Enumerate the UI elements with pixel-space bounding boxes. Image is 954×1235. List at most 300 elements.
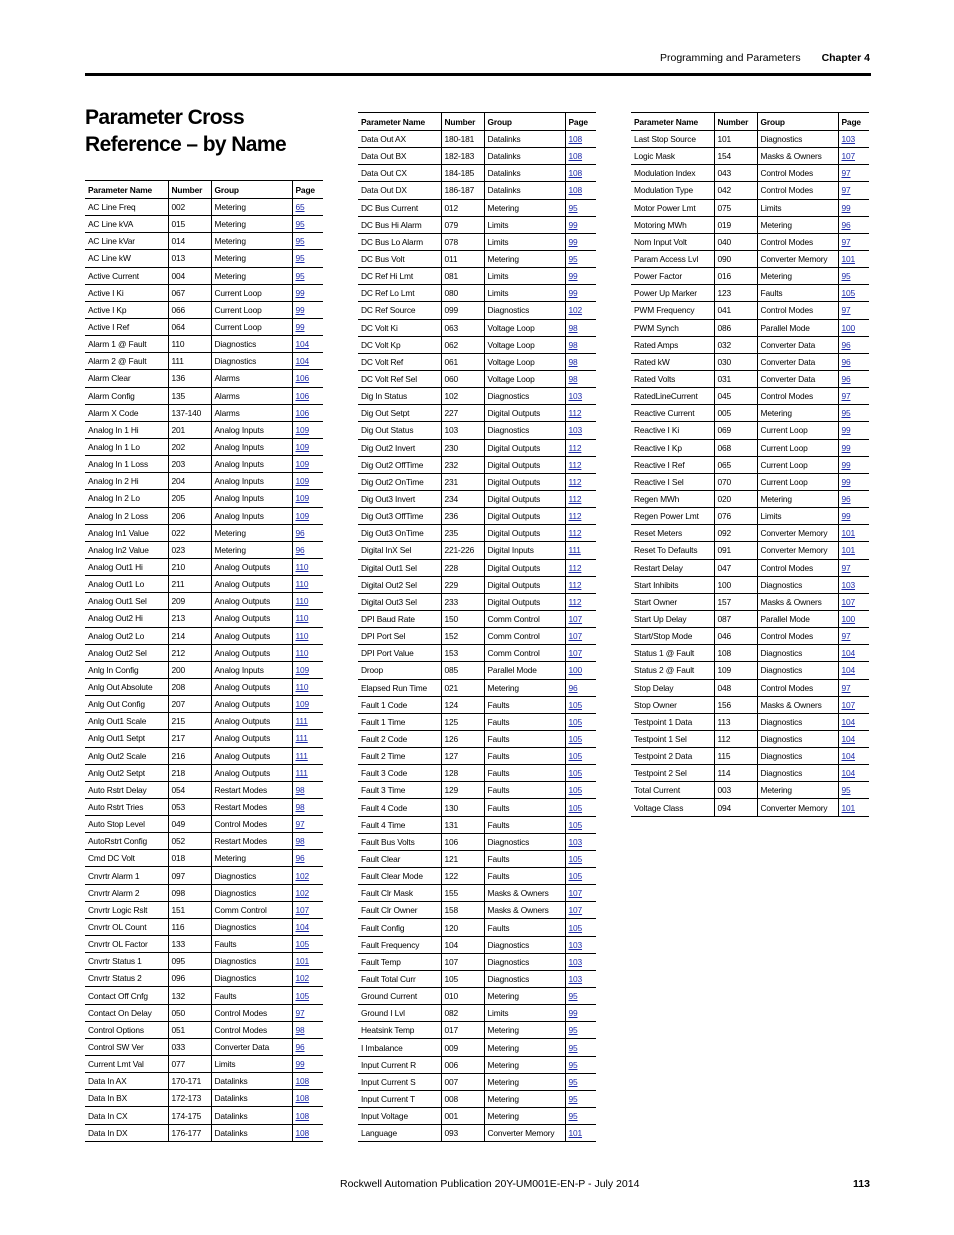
page-link[interactable]: 105 xyxy=(841,288,856,299)
page-cell xyxy=(292,610,323,627)
page-link[interactable]: 112 xyxy=(568,562,582,573)
table-row xyxy=(85,627,323,644)
parameter-number-cell: 112 xyxy=(714,730,757,747)
page-link[interactable]: 103 xyxy=(568,391,583,402)
table-row xyxy=(358,1108,596,1125)
parameter-number-cell: 157 xyxy=(714,593,757,610)
page-link[interactable]: 95 xyxy=(841,785,851,796)
page-cell xyxy=(565,370,596,387)
parameter-number-cell: 121 xyxy=(441,850,484,867)
parameter-group-cell: Diagnostics xyxy=(484,422,565,439)
parameter-group-cell: Faults xyxy=(484,868,565,885)
parameter-group-cell: Digital Outputs xyxy=(484,559,565,576)
page-link[interactable]: 95 xyxy=(568,1059,578,1070)
page-link[interactable]: 100 xyxy=(841,322,856,333)
parameter-number-cell: 151 xyxy=(168,901,211,918)
parameter-number-cell: 097 xyxy=(168,867,211,884)
page-link[interactable]: 105 xyxy=(568,785,583,796)
page-link[interactable]: 98 xyxy=(568,322,578,333)
table-row xyxy=(631,473,869,490)
page-link[interactable]: 96 xyxy=(568,682,578,693)
page-link[interactable]: 95 xyxy=(568,1111,578,1122)
parameter-number-cell: 114 xyxy=(714,765,757,782)
page-link[interactable]: 99 xyxy=(841,511,851,522)
parameter-number-cell: 046 xyxy=(714,628,757,645)
page-link[interactable]: 108 xyxy=(295,1110,310,1121)
parameter-name-cell: Data Out CX xyxy=(358,165,441,182)
page-link[interactable]: 99 xyxy=(841,442,851,453)
page-cell xyxy=(565,593,596,610)
table-row xyxy=(85,250,323,267)
table-row xyxy=(358,353,596,370)
page-link[interactable]: 103 xyxy=(568,939,583,950)
page-link[interactable]: 107 xyxy=(841,699,856,710)
page-link[interactable]: 99 xyxy=(568,1008,578,1019)
page-link[interactable]: 96 xyxy=(841,356,851,367)
page-link[interactable]: 96 xyxy=(841,494,851,505)
page-link[interactable]: 106 xyxy=(295,407,310,418)
parameter-group-cell: Faults xyxy=(484,765,565,782)
page-link[interactable]: 112 xyxy=(568,579,582,590)
column-header-number: Number xyxy=(714,113,757,131)
parameter-number-cell: 106 xyxy=(441,833,484,850)
page-link[interactable]: 109 xyxy=(295,699,310,710)
page-link[interactable]: 105 xyxy=(568,733,583,744)
page-link[interactable]: 104 xyxy=(841,716,856,727)
column-header-number: Number xyxy=(168,181,211,199)
page-link[interactable]: 103 xyxy=(568,836,583,847)
page-link[interactable]: 108 xyxy=(568,134,583,145)
parameter-name-cell: Cnvrtr Alarm 2 xyxy=(85,884,168,901)
parameter-name-cell: Analog Out1 Hi xyxy=(85,558,168,575)
page-link[interactable]: 109 xyxy=(295,493,310,504)
table-row xyxy=(358,559,596,576)
page-link[interactable]: 99 xyxy=(841,202,851,213)
page-cell xyxy=(292,1004,323,1021)
page-link[interactable]: 101 xyxy=(841,254,856,265)
parameter-group-cell: Control Modes xyxy=(211,816,292,833)
parameter-group-cell: Limits xyxy=(484,233,565,250)
parameter-group-cell: Metering xyxy=(211,216,292,233)
page-link[interactable]: 106 xyxy=(295,390,310,401)
page-link[interactable]: 99 xyxy=(568,219,578,230)
parameter-number-cell: 205 xyxy=(168,490,211,507)
parameter-group-cell: Current Loop xyxy=(211,284,292,301)
page-link[interactable]: 112 xyxy=(568,442,582,453)
page-cell xyxy=(565,713,596,730)
parameter-name-cell: Active Current xyxy=(85,267,168,284)
page-link[interactable]: 110 xyxy=(295,579,309,590)
page-link[interactable]: 95 xyxy=(568,1025,578,1036)
page-link[interactable]: 98 xyxy=(295,1024,305,1035)
parameter-group-cell: Limits xyxy=(757,508,838,525)
parameter-name-cell: AC Line kW xyxy=(85,250,168,267)
page-link[interactable]: 105 xyxy=(568,819,583,830)
page-link[interactable]: 98 xyxy=(295,836,305,847)
parameter-group-cell: Analog Inputs xyxy=(211,507,292,524)
page-link[interactable]: 110 xyxy=(295,613,309,624)
parameter-name-cell: Param Access Lvl xyxy=(631,250,714,267)
page-link[interactable]: 105 xyxy=(295,939,310,950)
page-link[interactable]: 95 xyxy=(568,1042,578,1053)
page-link[interactable]: 97 xyxy=(841,391,851,402)
page-link[interactable]: 95 xyxy=(568,1093,578,1104)
page-link[interactable]: 101 xyxy=(295,956,310,967)
page-link[interactable]: 101 xyxy=(568,1128,583,1139)
page-cell xyxy=(565,508,596,525)
page-cell xyxy=(838,370,869,387)
parameter-name-cell: Start Owner xyxy=(631,593,714,610)
page-link[interactable]: 111 xyxy=(295,750,308,761)
page-link[interactable]: 96 xyxy=(295,544,305,555)
table-row xyxy=(631,250,869,267)
parameter-name-cell: Modulation Index xyxy=(631,165,714,182)
parameter-number-cell: 019 xyxy=(714,216,757,233)
page-link[interactable]: 107 xyxy=(841,596,856,607)
page-cell xyxy=(292,593,323,610)
parameter-group-cell: Control Modes xyxy=(211,1004,292,1021)
page-link[interactable]: 107 xyxy=(841,151,856,162)
page-link[interactable]: 105 xyxy=(295,990,310,1001)
page-link[interactable]: 95 xyxy=(295,270,305,281)
parameter-group-cell: Faults xyxy=(484,748,565,765)
page-cell xyxy=(292,524,323,541)
page-link[interactable]: 108 xyxy=(568,151,583,162)
parameter-number-cell: 120 xyxy=(441,919,484,936)
page-link[interactable]: 102 xyxy=(568,305,583,316)
page-link[interactable]: 109 xyxy=(295,459,310,470)
table-row xyxy=(358,1125,596,1142)
page-cell xyxy=(292,541,323,558)
table-row xyxy=(85,456,323,473)
page-link[interactable]: 97 xyxy=(841,236,851,247)
page-link[interactable]: 95 xyxy=(841,271,851,282)
page-link[interactable]: 99 xyxy=(295,322,305,333)
parameter-name-cell: Heatsink Temp xyxy=(358,1022,441,1039)
table-row xyxy=(631,233,869,250)
table-row xyxy=(631,268,869,285)
table-row xyxy=(358,216,596,233)
page-link[interactable]: 99 xyxy=(295,304,305,315)
parameter-number-cell: 061 xyxy=(441,353,484,370)
page-link[interactable]: 96 xyxy=(841,339,851,350)
page-cell xyxy=(565,610,596,627)
page-link[interactable]: 108 xyxy=(295,1127,310,1138)
parameter-group-cell: Current Loop xyxy=(757,422,838,439)
page-link[interactable]: 97 xyxy=(841,682,851,693)
page-link[interactable]: 102 xyxy=(295,887,310,898)
page-link[interactable]: 99 xyxy=(841,476,851,487)
parameter-number-cell: 014 xyxy=(168,233,211,250)
page-link[interactable]: 95 xyxy=(295,253,305,264)
page-link[interactable]: 110 xyxy=(295,647,309,658)
parameter-number-cell: 186-187 xyxy=(441,182,484,199)
page-link[interactable]: 98 xyxy=(568,374,578,385)
table-row xyxy=(358,233,596,250)
page-link[interactable]: 101 xyxy=(841,528,856,539)
page-link[interactable]: 105 xyxy=(568,853,583,864)
parameter-name-cell: Analog In 2 Loss xyxy=(85,507,168,524)
page-cell xyxy=(565,628,596,645)
page-link[interactable]: 107 xyxy=(568,614,583,624)
parameter-number-cell: 202 xyxy=(168,438,211,455)
page-link[interactable]: 97 xyxy=(841,631,851,642)
page-cell xyxy=(838,782,869,799)
parameter-group-cell: Analog Outputs xyxy=(211,576,292,593)
page-link[interactable]: 98 xyxy=(295,784,305,795)
page-link[interactable]: 107 xyxy=(568,631,583,642)
table-row xyxy=(358,885,596,902)
page-cell xyxy=(838,610,869,627)
parameter-name-cell: Last Stop Source xyxy=(631,131,714,148)
page-cell xyxy=(565,936,596,953)
page-link[interactable]: 105 xyxy=(568,716,583,727)
page-cell xyxy=(292,918,323,935)
page-cell xyxy=(565,868,596,885)
parameter-name-cell: Analog In 2 Hi xyxy=(85,473,168,490)
parameter-name-cell: Elapsed Run Time xyxy=(358,679,441,696)
page-link[interactable]: 97 xyxy=(841,185,851,196)
parameter-number-cell: 135 xyxy=(168,387,211,404)
table-row xyxy=(358,713,596,730)
page-link[interactable]: 112 xyxy=(568,596,582,607)
parameter-number-cell: 099 xyxy=(441,302,484,319)
page-link[interactable]: 104 xyxy=(841,665,856,676)
parameter-group-cell: Control Modes xyxy=(757,302,838,319)
parameter-name-cell: Reset Meters xyxy=(631,525,714,542)
parameter-name-cell: Input Current T xyxy=(358,1090,441,1107)
parameter-group-cell: Control Modes xyxy=(757,182,838,199)
table-row xyxy=(358,456,596,473)
parameter-group-cell: Metering xyxy=(757,216,838,233)
page-cell xyxy=(292,764,323,781)
page-link[interactable]: 96 xyxy=(295,853,305,864)
page-link[interactable]: 96 xyxy=(841,374,851,385)
page-link[interactable]: 104 xyxy=(841,648,856,659)
page-link[interactable]: 95 xyxy=(568,254,578,265)
page-link[interactable]: 109 xyxy=(295,664,310,675)
page-link[interactable]: 95 xyxy=(568,202,578,213)
page-link[interactable]: 111 xyxy=(568,545,581,556)
page-link[interactable]: 104 xyxy=(295,921,310,932)
page-link[interactable]: 107 xyxy=(568,888,583,899)
page-link[interactable]: 108 xyxy=(295,1093,310,1104)
parameter-number-cell: 077 xyxy=(168,1056,211,1073)
page-link[interactable]: 110 xyxy=(295,562,309,573)
page-link[interactable]: 99 xyxy=(841,425,851,436)
page-link[interactable]: 95 xyxy=(295,236,305,247)
page-link[interactable]: 103 xyxy=(841,134,856,145)
page-link[interactable]: 110 xyxy=(295,596,309,607)
page-link[interactable]: 107 xyxy=(568,648,583,659)
table-row xyxy=(358,936,596,953)
page-link[interactable]: 112 xyxy=(568,494,582,505)
parameter-group-cell: Digital Outputs xyxy=(484,456,565,473)
parameter-group-cell: Faults xyxy=(484,730,565,747)
parameter-name-cell: Fault 2 Code xyxy=(358,730,441,747)
page-link[interactable]: 99 xyxy=(841,459,851,470)
page-link[interactable]: 111 xyxy=(295,733,308,744)
page-link[interactable]: 111 xyxy=(295,767,308,778)
page-link[interactable]: 95 xyxy=(568,1076,578,1087)
page-link[interactable]: 97 xyxy=(295,819,305,830)
table-row xyxy=(358,268,596,285)
table-row xyxy=(85,987,323,1004)
page-link[interactable]: 100 xyxy=(841,614,856,624)
page-link[interactable]: 96 xyxy=(295,527,305,538)
parameter-name-cell: Fault Clr Mask xyxy=(358,885,441,902)
parameter-number-cell: 229 xyxy=(441,576,484,593)
page-link[interactable]: 111 xyxy=(295,716,308,727)
page-link[interactable]: 99 xyxy=(295,287,305,298)
page-link[interactable]: 97 xyxy=(841,168,851,179)
parameter-number-cell: 137-140 xyxy=(168,404,211,421)
page-link[interactable]: 103 xyxy=(841,579,856,590)
parameter-group-cell: Analog Outputs xyxy=(211,644,292,661)
page-link[interactable]: 102 xyxy=(295,973,310,984)
page-link[interactable]: 103 xyxy=(568,956,583,967)
table-row xyxy=(631,216,869,233)
page-link[interactable]: 108 xyxy=(568,168,583,179)
page-link[interactable]: 110 xyxy=(295,630,309,641)
page-link[interactable]: 104 xyxy=(841,751,856,762)
page-link[interactable]: 103 xyxy=(568,425,583,436)
parameter-name-cell: Input Current S xyxy=(358,1073,441,1090)
parameter-number-cell: 108 xyxy=(714,645,757,662)
page-cell xyxy=(838,439,869,456)
page-link[interactable]: 106 xyxy=(295,373,310,384)
parameter-number-cell: 153 xyxy=(441,645,484,662)
parameter-group-cell: Diagnostics xyxy=(757,131,838,148)
page-cell xyxy=(565,1125,596,1142)
parameter-group-cell: Metering xyxy=(484,1090,565,1107)
page-link[interactable]: 98 xyxy=(568,356,578,367)
page-link[interactable]: 104 xyxy=(295,339,310,350)
page-cell xyxy=(565,1056,596,1073)
page-link[interactable]: 105 xyxy=(568,802,583,813)
parameter-group-cell: Datalinks xyxy=(484,165,565,182)
page-link[interactable]: 95 xyxy=(295,219,305,230)
table-row xyxy=(85,901,323,918)
page-link[interactable]: 99 xyxy=(568,271,578,282)
page-link[interactable]: 99 xyxy=(568,288,578,299)
page-cell xyxy=(292,1090,323,1107)
parameter-group-cell: Limits xyxy=(484,285,565,302)
table-row xyxy=(358,662,596,679)
page-link[interactable]: 98 xyxy=(568,339,578,350)
page-link[interactable]: 105 xyxy=(568,751,583,762)
page-link[interactable]: 100 xyxy=(568,665,583,676)
parameter-number-cell: 008 xyxy=(441,1090,484,1107)
parameter-number-cell: 201 xyxy=(168,421,211,438)
parameter-group-cell: Faults xyxy=(484,696,565,713)
page-cell xyxy=(838,593,869,610)
page-link[interactable]: 96 xyxy=(841,219,851,230)
page-link[interactable]: 104 xyxy=(295,356,310,367)
parameter-number-cell: 032 xyxy=(714,336,757,353)
parameter-number-cell: 081 xyxy=(441,268,484,285)
page-link[interactable]: 99 xyxy=(295,1059,305,1070)
parameter-group-cell: Datalinks xyxy=(211,1124,292,1141)
parameter-group-cell: Parallel Mode xyxy=(757,610,838,627)
page-link[interactable]: 95 xyxy=(841,408,851,419)
page-link[interactable]: 110 xyxy=(295,682,309,692)
parameter-number-cell: 070 xyxy=(714,473,757,490)
parameter-name-cell: Voltage Class xyxy=(631,799,714,816)
page-link[interactable]: 96 xyxy=(295,1041,305,1052)
parameter-group-cell: Digital Outputs xyxy=(484,490,565,507)
page-link[interactable]: 97 xyxy=(841,562,851,573)
page-link[interactable]: 105 xyxy=(568,768,583,779)
page-link[interactable]: 109 xyxy=(295,442,310,453)
page-link[interactable]: 105 xyxy=(568,699,583,710)
page-link[interactable]: 108 xyxy=(568,185,583,196)
page-link[interactable]: 108 xyxy=(295,1076,310,1087)
page-cell xyxy=(292,884,323,901)
table-row xyxy=(358,833,596,850)
parameter-group-cell: Diagnostics xyxy=(484,936,565,953)
page-cell xyxy=(838,645,869,662)
parameter-name-cell: Anlg Out1 Scale xyxy=(85,713,168,730)
page-cell xyxy=(292,370,323,387)
page-cell xyxy=(838,302,869,319)
page-link[interactable]: 95 xyxy=(568,991,578,1002)
page-cell xyxy=(292,353,323,370)
page-link[interactable]: 103 xyxy=(568,973,583,984)
page-link[interactable]: 105 xyxy=(568,871,583,882)
page-cell xyxy=(565,319,596,336)
parameter-name-cell: Status 1 @ Fault xyxy=(631,645,714,662)
page-link[interactable]: 104 xyxy=(841,733,856,744)
page-link[interactable]: 105 xyxy=(568,922,583,933)
page-link[interactable]: 101 xyxy=(841,802,856,813)
page-link[interactable]: 98 xyxy=(295,801,305,812)
parameter-name-cell: Fault 3 Code xyxy=(358,765,441,782)
page-link[interactable]: 112 xyxy=(568,476,582,487)
table-row xyxy=(85,661,323,678)
page-link[interactable]: 97 xyxy=(841,305,851,316)
page-link[interactable]: 101 xyxy=(841,545,856,556)
page-link[interactable]: 109 xyxy=(295,476,310,487)
column-header-group: Group xyxy=(484,113,565,131)
page-cell xyxy=(292,850,323,867)
page-link[interactable]: 112 xyxy=(568,528,582,539)
page-link[interactable]: 109 xyxy=(295,510,310,521)
page-link[interactable]: 99 xyxy=(568,236,578,247)
header-rule xyxy=(85,73,871,76)
parameter-number-cell: 033 xyxy=(168,1038,211,1055)
page-link[interactable]: 109 xyxy=(295,424,310,435)
table-row xyxy=(85,507,323,524)
table-row xyxy=(85,524,323,541)
table-row xyxy=(85,199,323,216)
page-link[interactable]: 97 xyxy=(295,1007,305,1018)
page-link[interactable]: 102 xyxy=(295,870,310,881)
page-link[interactable]: 107 xyxy=(568,905,583,916)
page-link[interactable]: 112 xyxy=(568,511,582,522)
parameter-number-cell: 208 xyxy=(168,678,211,695)
page-link[interactable]: 112 xyxy=(568,408,582,419)
page-link[interactable]: 104 xyxy=(841,768,856,779)
table-row xyxy=(358,319,596,336)
page-link[interactable]: 107 xyxy=(295,904,310,915)
parameter-group-cell: Analog Inputs xyxy=(211,456,292,473)
table-row xyxy=(358,165,596,182)
page-link[interactable]: 112 xyxy=(568,459,582,470)
page-cell xyxy=(565,233,596,250)
page-cell xyxy=(565,885,596,902)
page-link[interactable]: 65 xyxy=(295,202,305,213)
